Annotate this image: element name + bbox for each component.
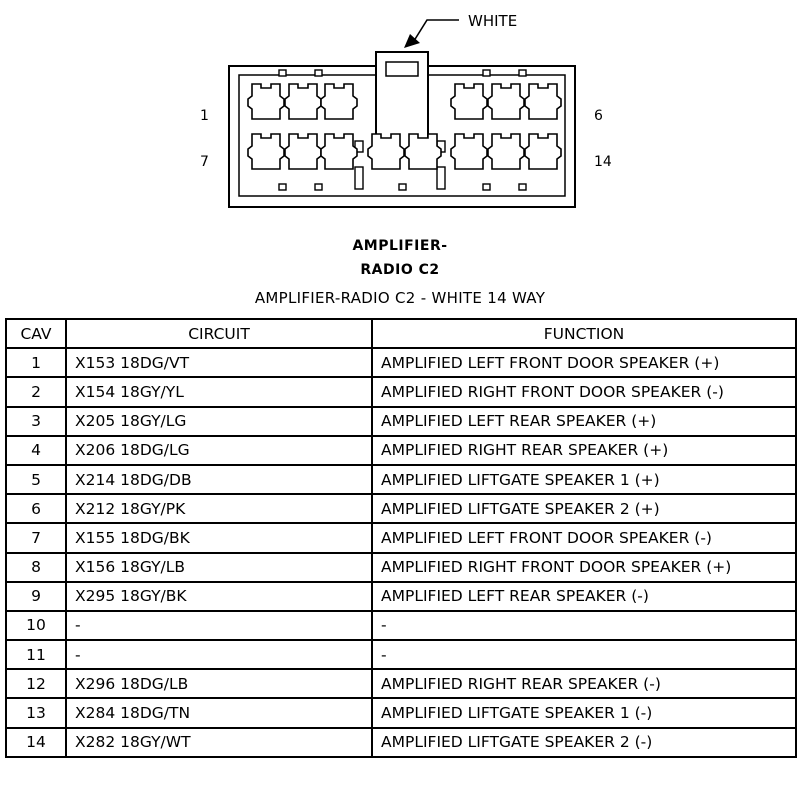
color-callout-label: WHITE bbox=[468, 12, 518, 30]
cav-cell: 8 bbox=[6, 553, 66, 582]
pin-label-top-left: 1 bbox=[200, 108, 209, 124]
pinout-table bbox=[5, 318, 797, 758]
cavity-12 bbox=[451, 134, 487, 169]
cav-cell: 4 bbox=[6, 436, 66, 465]
table-header-row bbox=[6, 319, 796, 348]
cavity-9 bbox=[321, 134, 357, 169]
connector-lock-tab bbox=[376, 52, 428, 152]
table-row bbox=[6, 669, 796, 698]
table-row bbox=[6, 348, 796, 377]
cavity-1 bbox=[248, 84, 284, 119]
circuit-cell: X206 18DG/LG bbox=[66, 436, 372, 465]
table-row bbox=[6, 436, 796, 465]
cavity-13 bbox=[488, 134, 524, 169]
column-header-cav: CAV bbox=[6, 319, 66, 348]
circuit-cell: X295 18GY/BK bbox=[66, 582, 372, 611]
cav-cell: 2 bbox=[6, 377, 66, 406]
pin-label-bottom-left: 7 bbox=[200, 154, 209, 170]
column-header-function: FUNCTION bbox=[372, 319, 796, 348]
circuit-cell: X296 18DG/LB bbox=[66, 669, 372, 698]
table-title: AMPLIFIER-RADIO C2 - WHITE 14 WAY bbox=[254, 289, 546, 307]
circuit-cell: X205 18GY/LG bbox=[66, 407, 372, 436]
table-row bbox=[6, 582, 796, 611]
pin-label-bottom-right: 14 bbox=[594, 154, 612, 170]
function-cell: AMPLIFIED RIGHT FRONT DOOR SPEAKER (-) bbox=[372, 377, 796, 406]
function-cell: AMPLIFIED LIFTGATE SPEAKER 1 (+) bbox=[372, 465, 796, 494]
cav-cell: 13 bbox=[6, 698, 66, 727]
function-cell: AMPLIFIED LEFT FRONT DOOR SPEAKER (+) bbox=[372, 348, 796, 377]
circuit-cell: X282 18GY/WT bbox=[66, 728, 372, 757]
cavity-4 bbox=[451, 84, 487, 119]
cavity-10 bbox=[368, 134, 404, 169]
function-cell: AMPLIFIED RIGHT FRONT DOOR SPEAKER (+) bbox=[372, 553, 796, 582]
cav-cell: 5 bbox=[6, 465, 66, 494]
circuit-cell: - bbox=[66, 611, 372, 640]
cavity-6 bbox=[525, 84, 561, 119]
table-row bbox=[6, 407, 796, 436]
cav-cell: 14 bbox=[6, 728, 66, 757]
cav-cell: 11 bbox=[6, 640, 66, 669]
connector-caption-line1: AMPLIFIER- bbox=[352, 238, 448, 254]
function-cell: - bbox=[372, 640, 796, 669]
cavity-14 bbox=[525, 134, 561, 169]
circuit-cell: X156 18GY/LB bbox=[66, 553, 372, 582]
cavity-7 bbox=[248, 134, 284, 169]
table-row bbox=[6, 611, 796, 640]
function-cell: AMPLIFIED LEFT REAR SPEAKER (+) bbox=[372, 407, 796, 436]
function-cell: - bbox=[372, 611, 796, 640]
function-cell: AMPLIFIED RIGHT REAR SPEAKER (-) bbox=[372, 669, 796, 698]
function-cell: AMPLIFIED LIFTGATE SPEAKER 1 (-) bbox=[372, 698, 796, 727]
table-body bbox=[6, 348, 796, 757]
cavity-2 bbox=[285, 84, 321, 119]
circuit-cell: X214 18DG/DB bbox=[66, 465, 372, 494]
circuit-cell: X212 18GY/PK bbox=[66, 494, 372, 523]
table-row bbox=[6, 494, 796, 523]
function-cell: AMPLIFIED RIGHT REAR SPEAKER (+) bbox=[372, 436, 796, 465]
table-row bbox=[6, 377, 796, 406]
cav-cell: 12 bbox=[6, 669, 66, 698]
pin-label-top-right: 6 bbox=[594, 108, 603, 124]
connector-caption bbox=[0, 234, 800, 282]
circuit-cell: - bbox=[66, 640, 372, 669]
table-row bbox=[6, 523, 796, 552]
table-row bbox=[6, 553, 796, 582]
circuit-cell: X155 18DG/BK bbox=[66, 523, 372, 552]
circuit-cell: X154 18GY/YL bbox=[66, 377, 372, 406]
connector-caption-line2: RADIO C2 bbox=[360, 262, 440, 278]
cavity-3 bbox=[321, 84, 357, 119]
table-row bbox=[6, 640, 796, 669]
table-row bbox=[6, 728, 796, 757]
cav-cell: 7 bbox=[6, 523, 66, 552]
cav-cell: 9 bbox=[6, 582, 66, 611]
circuit-cell: X284 18DG/TN bbox=[66, 698, 372, 727]
circuit-cell: X153 18DG/VT bbox=[66, 348, 372, 377]
cav-cell: 1 bbox=[6, 348, 66, 377]
table-row bbox=[6, 698, 796, 727]
cav-cell: 6 bbox=[6, 494, 66, 523]
cav-cell: 10 bbox=[6, 611, 66, 640]
function-cell: AMPLIFIED LIFTGATE SPEAKER 2 (-) bbox=[372, 728, 796, 757]
table-row bbox=[6, 465, 796, 494]
cavity-11 bbox=[405, 134, 441, 169]
column-header-circuit: CIRCUIT bbox=[66, 319, 372, 348]
cavity-8 bbox=[285, 134, 321, 169]
function-cell: AMPLIFIED LEFT REAR SPEAKER (-) bbox=[372, 582, 796, 611]
cav-cell: 3 bbox=[6, 407, 66, 436]
function-cell: AMPLIFIED LIFTGATE SPEAKER 2 (+) bbox=[372, 494, 796, 523]
function-cell: AMPLIFIED LEFT FRONT DOOR SPEAKER (-) bbox=[372, 523, 796, 552]
color-callout bbox=[404, 12, 517, 48]
cavity-5 bbox=[488, 84, 524, 119]
